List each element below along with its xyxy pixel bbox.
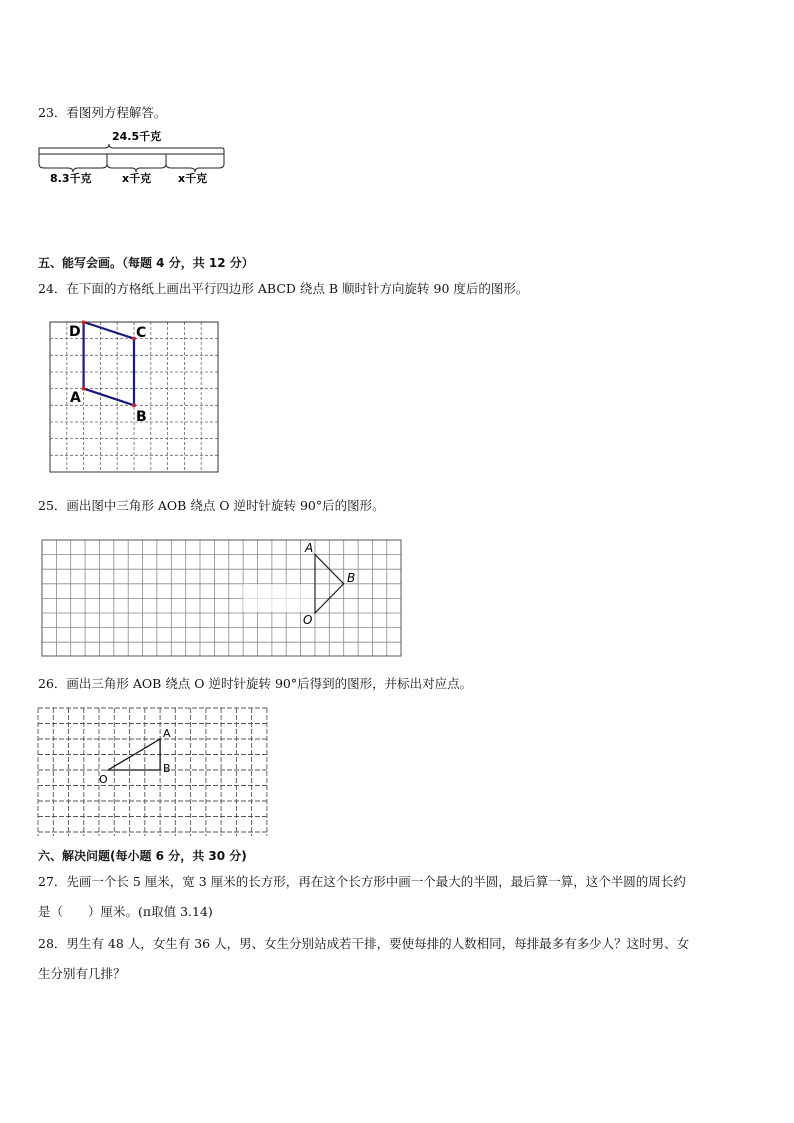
section6-heading: 六、解决问题(每小题 6 分，共 30 分) [38, 849, 247, 863]
q23-bracket-diagram [36, 128, 236, 188]
parallelogram-abcd [84, 322, 134, 405]
q25-text: 25．画出图中三角形 AOB 绕点 O 逆时针旋转 90°后的图形。 [38, 498, 385, 513]
seg1-label: 8.3千克 [50, 172, 92, 185]
q27-line2: 是（ ）厘米。(π取值 3.14) [38, 904, 213, 919]
total-label: 24.5千克 [112, 130, 162, 143]
q26-grid-figure [36, 706, 270, 840]
label-b: B [136, 409, 147, 425]
q25-grid-figure [40, 538, 404, 660]
q24-grid-figure [48, 320, 222, 476]
q25-grid-lines [42, 540, 401, 656]
brace-seg1 [39, 154, 107, 164]
label-a: A [163, 727, 171, 740]
label-c: C [136, 325, 147, 341]
q26-text: 26．画出三角形 AOB 绕点 O 逆时针旋转 90°后得到的图形，并标出对应点。 [38, 676, 473, 691]
label-o: O [99, 773, 108, 786]
section5-heading: 五、能写会画。（每题 4 分，共 12 分） [38, 256, 254, 270]
brace-seg3 [166, 154, 224, 164]
label-a: A [305, 541, 314, 555]
label-b: B [163, 762, 171, 775]
label-a: A [70, 390, 81, 406]
seg3-label: x千克 [178, 172, 208, 185]
label-b: B [347, 571, 356, 585]
seg2-label: x千克 [122, 172, 152, 185]
q24-text: 24．在下面的方格纸上画出平行四边形 ABCD 绕点 B 顺时针方向旋转 90 度后的图形。 [38, 281, 529, 296]
brace-seg2 [107, 154, 166, 164]
q28-line1: 28．男生有 48 人，女生有 36 人，男、女生分别站成若干排，要使每排的人数相同，每排最多有多少人？这时男、女 [38, 936, 690, 951]
q28-line2: 生分别有几排？ [38, 966, 126, 981]
point-a [82, 387, 86, 391]
label-o: O [303, 613, 313, 627]
q26-grid-lines [38, 708, 267, 836]
point-b [132, 403, 136, 407]
label-d: D [69, 324, 81, 340]
q27-line1: 27．先画一个长 5 厘米，宽 3 厘米的长方形，再在这个长方形中画一个最大的半圆，最后算一算，这个半圆的周长约 [38, 874, 686, 889]
point-d [82, 321, 86, 325]
q23-text: 23．看图列方程解答。 [38, 105, 167, 120]
